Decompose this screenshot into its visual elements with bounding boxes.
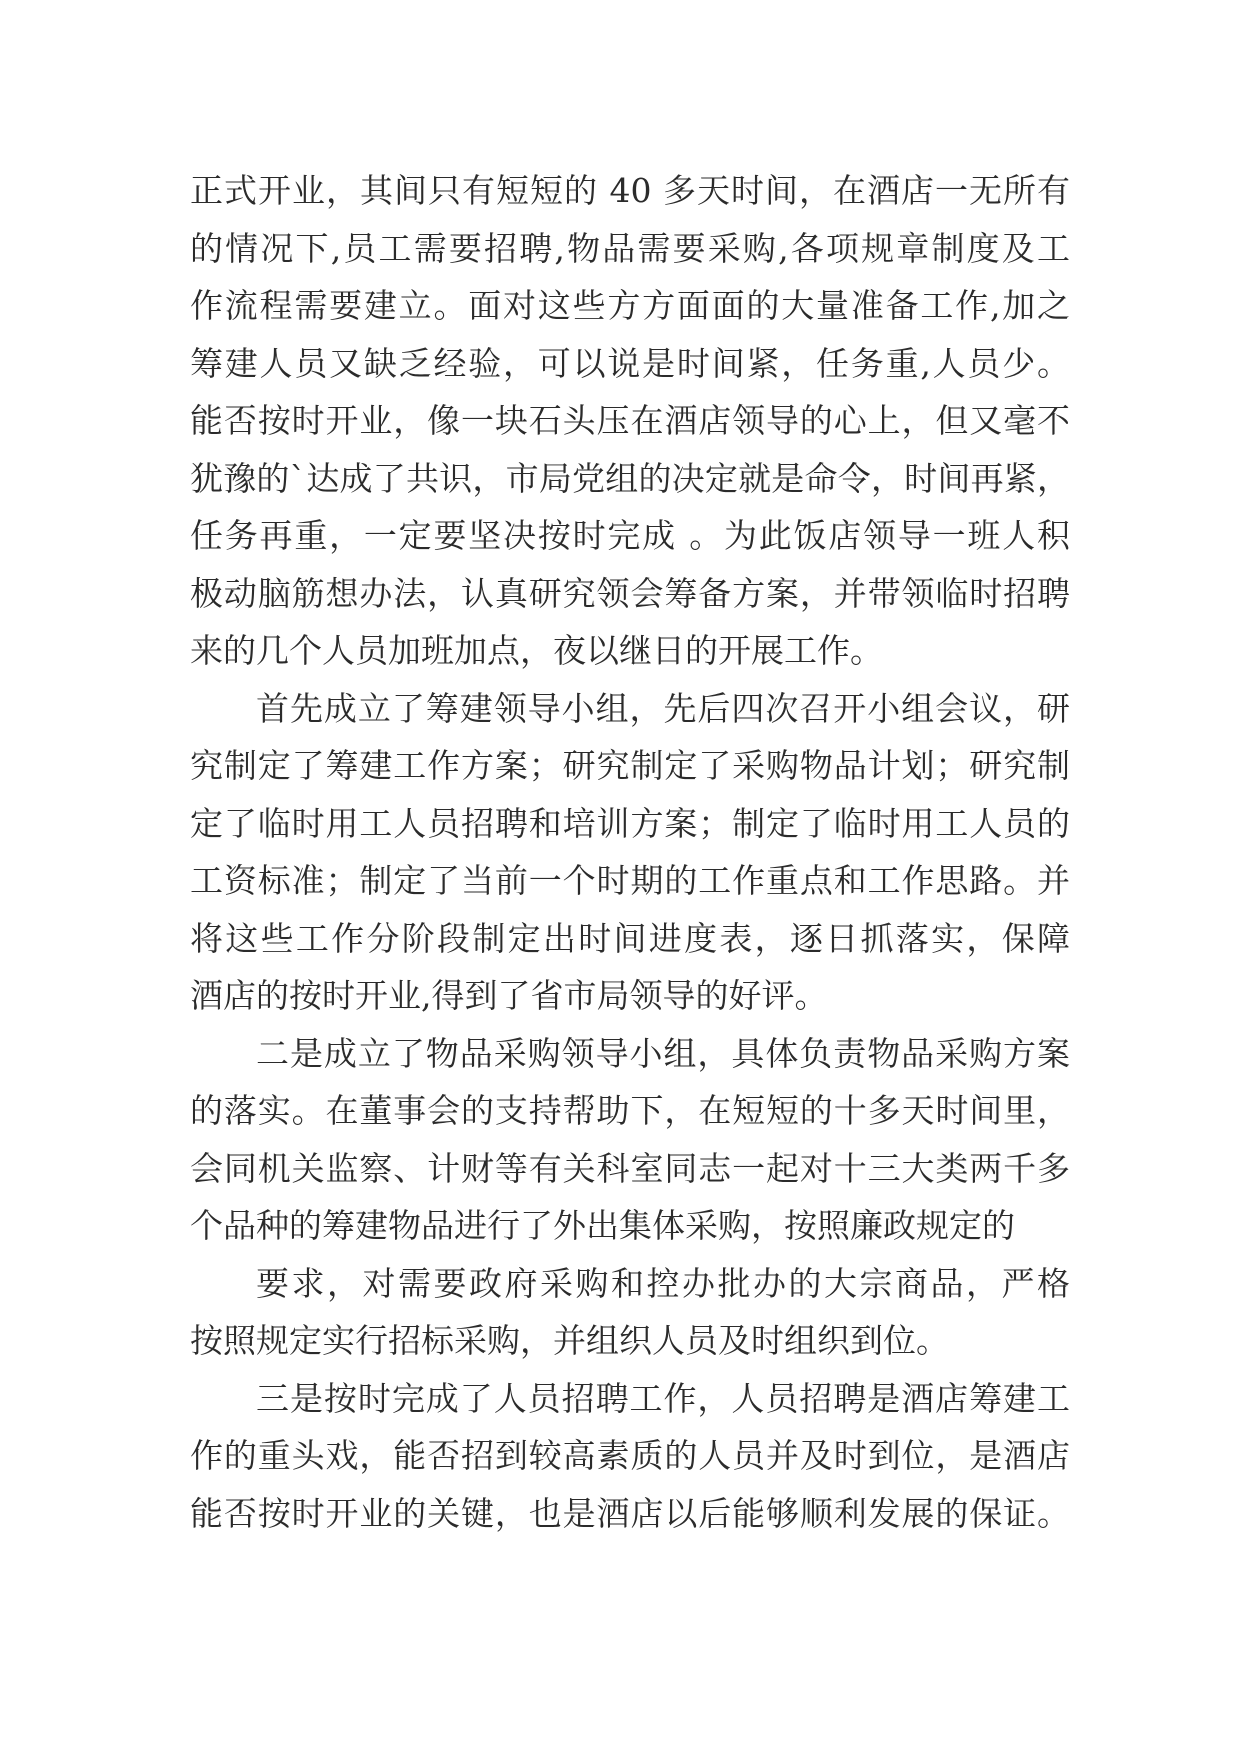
text-line: 首先成立了筹建领导小组，先后四次召开小组会议，研 (256, 688, 1070, 728)
text-line: 正式开业，其间只有短短的 40 多天时间，在酒店一无所有 (190, 171, 1070, 210)
text-line: 二是成立了物品采购领导小组，具体负责物品采购方案 (256, 1033, 1070, 1073)
text-line: 三是按时完成了人员招聘工作，人员招聘是酒店筹建工 (256, 1378, 1070, 1418)
text-line: 作的重头戏，能否招到较高素质的人员并及时到位，是酒店 (190, 1436, 1070, 1475)
text-line: 将这些工作分阶段制定出时间进度表，逐日抓落实，保障 (190, 918, 1070, 958)
text-line: 按照规定实行招标采购，并组织人员及时组织到位。 (190, 1321, 949, 1360)
text-line: 工资标准；制定了当前一个时期的工作重点和工作思路。并 (190, 861, 1070, 900)
text-line: 犹豫的`达成了共识，市局党组的决定就是命令，时间再紧， (190, 458, 1070, 498)
document-body (190, 162, 1070, 1542)
text-line: 筹建人员又缺乏经验，可以说是时间紧，任务重,人员少。 (190, 343, 1070, 383)
text-line: 会同机关监察、计财等有关科室同志一起对十三大类两千多 (190, 1148, 1070, 1188)
text-line: 能否按时开业的关键，也是酒店以后能够顺利发展的保证。 (190, 1493, 1070, 1533)
text-line: 的落实。在董事会的支持帮助下，在短短的十多天时间里， (190, 1091, 1070, 1130)
text-line: 究制定了筹建工作方案；研究制定了采购物品计划；研究制 (190, 746, 1070, 785)
text-line: 的情况下,员工需要招聘,物品需要采购,各项规章制度及工 (190, 228, 1070, 268)
text-line: 要求，对需要政府采购和控办批办的大宗商品，严格 (256, 1263, 1070, 1303)
text-line: 来的几个人员加班加点，夜以继日的开展工作。 (190, 631, 883, 670)
text-line: 酒店的按时开业,得到了省市局领导的好评。 (190, 976, 828, 1015)
text-line: 定了临时用工人员招聘和培训方案；制定了临时用工人员的 (190, 803, 1070, 843)
text-line: 个品种的筹建物品进行了外出集体采购，按照廉政规定的 (190, 1206, 1015, 1245)
text-line: 能否按时开业，像一块石头压在酒店领导的心上，但又毫不 (190, 401, 1070, 440)
text-line: 极动脑筋想办法，认真研究领会筹备方案，并带领临时招聘 (190, 573, 1070, 613)
text-line: 作流程需要建立。面对这些方方面面的大量准备工作,加之 (190, 286, 1070, 325)
text-line: 任务再重，一定要坚决按时完成 。为此饭店领导一班人积 (190, 516, 1070, 555)
